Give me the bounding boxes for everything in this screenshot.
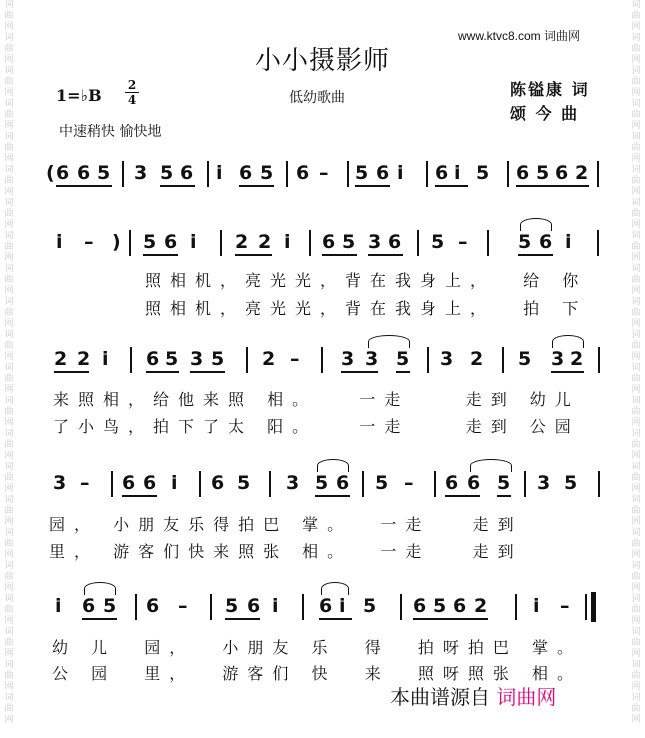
watermark-char: 网 (631, 649, 641, 659)
watermark-char: 曲 (631, 605, 641, 615)
watermark-char: 词 (4, 462, 14, 472)
watermark-char: 曲 (631, 242, 641, 252)
watermark-char: 曲 (631, 110, 641, 120)
watermark-char: 曲 (631, 539, 641, 549)
source-credit (390, 681, 556, 710)
source-brand-link[interactable]: 词曲网 (496, 685, 557, 709)
watermark-char: 曲 (4, 506, 14, 516)
watermark-char: 网 (4, 484, 14, 494)
watermark-char: 词 (4, 330, 14, 340)
watermark-char: 曲 (4, 704, 14, 714)
watermark-char: 曲 (4, 242, 14, 252)
watermark-char: 词 (4, 99, 14, 109)
watermark-right (629, 0, 643, 738)
watermark-char: 曲 (4, 671, 14, 681)
watermark-char: 网 (4, 550, 14, 560)
watermark-char: 曲 (4, 341, 14, 351)
watermark-char: 曲 (631, 341, 641, 351)
watermark-char: 曲 (631, 209, 641, 219)
watermark-char: 网 (4, 22, 14, 32)
watermark-char: 曲 (631, 11, 641, 21)
watermark-char: 曲 (4, 638, 14, 648)
watermark-char: 词 (631, 66, 641, 76)
watermark-char: 曲 (631, 440, 641, 450)
watermark-char: 网 (631, 286, 641, 296)
composer-credit: 颂 今 曲 (510, 104, 580, 123)
watermark-char: 网 (631, 484, 641, 494)
time-signature: 2 4 (125, 78, 139, 107)
watermark-char: 网 (631, 418, 641, 428)
watermark-char: 词 (631, 33, 641, 43)
watermark-char: 网 (4, 253, 14, 263)
lyricist-credit: 陈镒康 词 (510, 80, 590, 99)
watermark-char: 网 (631, 187, 641, 197)
watermark-char: 网 (631, 319, 641, 329)
watermark-char: 网 (631, 682, 641, 692)
watermark-char: 网 (631, 550, 641, 560)
watermark-char: 曲 (631, 275, 641, 285)
watermark-char: 网 (4, 385, 14, 395)
watermark-char: 曲 (4, 605, 14, 615)
lyrics-row2-verse2: 照相机，亮光光，背在我身上， 拍 下 (145, 299, 588, 318)
watermark-char: 词 (4, 297, 14, 307)
lyrics-row3-verse1: 来照相，给他来照 相。 一走 走到 幼儿 (53, 390, 580, 409)
watermark-char: 曲 (4, 572, 14, 582)
watermark-char: 词 (4, 165, 14, 175)
watermark-char: 曲 (631, 704, 641, 714)
watermark-char: 词 (631, 363, 641, 373)
watermark-char: 词 (4, 264, 14, 274)
watermark-char: 词 (631, 231, 641, 241)
watermark-char: 网 (631, 220, 641, 230)
lyrics-row2-verse1: 照相机，亮光光，背在我身上， 给 你 (145, 271, 588, 290)
watermark-char: 词 (631, 693, 641, 703)
watermark-char: 曲 (631, 473, 641, 483)
watermark-char: 词 (631, 396, 641, 406)
watermark-char: 网 (4, 616, 14, 626)
watermark-char: 曲 (631, 638, 641, 648)
watermark-char: 词 (4, 132, 14, 142)
watermark-char: 词 (4, 495, 14, 505)
watermark-char: 曲 (4, 110, 14, 120)
watermark-char: 曲 (4, 275, 14, 285)
watermark-char: 网 (4, 55, 14, 65)
watermark-char: 曲 (631, 572, 641, 582)
watermark-char: 词 (4, 693, 14, 703)
watermark-char: 网 (631, 352, 641, 362)
watermark-char: 词 (4, 0, 14, 10)
song-title: 小小摄影师 (254, 46, 390, 76)
watermark-left (2, 0, 16, 738)
watermark-char: 词 (4, 33, 14, 43)
lyrics-row4-verse1: 园， 小朋友乐得拍巴 掌。 一走 走到 (49, 515, 523, 534)
tempo-marking: 中速稍快 愉快地 (59, 124, 162, 140)
watermark-char: 曲 (4, 374, 14, 384)
watermark-char: 网 (4, 88, 14, 98)
watermark-char: 网 (631, 385, 641, 395)
source-text: 本曲谱源自 (390, 685, 490, 709)
watermark-char: 曲 (4, 143, 14, 153)
watermark-char: 词 (4, 660, 14, 670)
watermark-char: 词 (4, 561, 14, 571)
watermark-char: 曲 (631, 407, 641, 417)
watermark-char: 词 (4, 396, 14, 406)
watermark-char: 曲 (4, 308, 14, 318)
watermark-char: 网 (4, 649, 14, 659)
watermark-char: 曲 (4, 11, 14, 21)
watermark-char: 网 (4, 121, 14, 131)
watermark-char: 词 (631, 330, 641, 340)
watermark-char: 曲 (4, 176, 14, 186)
watermark-char: 网 (631, 616, 641, 626)
watermark-char: 词 (631, 495, 641, 505)
lyrics-row5-verse1: 幼 儿 园， 小朋友 乐 得 拍呀拍巴 掌。 (52, 638, 582, 657)
watermark-char: 曲 (4, 209, 14, 219)
watermark-char: 词 (631, 99, 641, 109)
watermark-char: 词 (631, 165, 641, 175)
watermark-char: 网 (631, 583, 641, 593)
watermark-char: 网 (631, 22, 641, 32)
watermark-char: 曲 (4, 77, 14, 87)
watermark-char: 网 (631, 154, 641, 164)
watermark-char: 词 (631, 528, 641, 538)
watermark-char: 词 (4, 429, 14, 439)
watermark-char: 网 (4, 451, 14, 461)
watermark-char: 曲 (631, 77, 641, 87)
watermark-char: 曲 (4, 440, 14, 450)
watermark-char: 网 (4, 418, 14, 428)
watermark-char: 网 (4, 154, 14, 164)
watermark-char: 网 (631, 55, 641, 65)
watermark-char: 网 (4, 517, 14, 527)
key-signature: 1=♭B (56, 86, 102, 105)
watermark-char: 词 (631, 462, 641, 472)
watermark-char: 网 (631, 121, 641, 131)
watermark-char: 网 (631, 517, 641, 527)
watermark-char: 网 (4, 715, 14, 725)
watermark-char: 词 (4, 66, 14, 76)
watermark-char: 词 (4, 627, 14, 637)
watermark-char: 曲 (631, 374, 641, 384)
watermark-char: 词 (631, 627, 641, 637)
genre-label: 低幼歌曲 (289, 90, 345, 106)
site-url: www.ktvc8.com 词曲网 (458, 29, 581, 43)
watermark-char: 曲 (4, 44, 14, 54)
watermark-char: 词 (631, 198, 641, 208)
watermark-char: 网 (631, 88, 641, 98)
watermark-char: 网 (631, 451, 641, 461)
lyrics-row3-verse2: 了小鸟，拍下了太 阳。 一走 走到 公园 (53, 417, 580, 436)
watermark-char: 曲 (4, 539, 14, 549)
watermark-char: 网 (4, 319, 14, 329)
watermark-char: 词 (4, 594, 14, 604)
watermark-char: 网 (4, 583, 14, 593)
watermark-char: 曲 (4, 473, 14, 483)
watermark-char: 网 (631, 715, 641, 725)
watermark-char: 词 (631, 594, 641, 604)
watermark-char: 词 (631, 297, 641, 307)
watermark-char: 网 (4, 286, 14, 296)
watermark-char: 词 (631, 0, 641, 10)
watermark-char: 曲 (631, 506, 641, 516)
watermark-char: 曲 (631, 176, 641, 186)
watermark-char: 曲 (631, 143, 641, 153)
watermark-char: 网 (4, 682, 14, 692)
watermark-char: 词 (631, 429, 641, 439)
watermark-char: 词 (4, 198, 14, 208)
watermark-char: 网 (4, 352, 14, 362)
watermark-char: 网 (4, 187, 14, 197)
watermark-char: 词 (631, 561, 641, 571)
watermark-char: 网 (631, 253, 641, 263)
watermark-char: 曲 (631, 671, 641, 681)
watermark-char: 词 (631, 264, 641, 274)
watermark-char: 网 (4, 220, 14, 230)
watermark-char: 词 (4, 231, 14, 241)
watermark-char: 词 (4, 363, 14, 373)
lyrics-row4-verse2: 里， 游客们快来照张 相。 一走 走到 (49, 542, 523, 561)
watermark-char: 词 (631, 660, 641, 670)
watermark-char: 曲 (4, 407, 14, 417)
watermark-char: 词 (631, 132, 641, 142)
watermark-char: 词 (4, 528, 14, 538)
watermark-char: 曲 (631, 44, 641, 54)
lyrics-row5-verse2: 公 园 里， 游客们 快 来 照呀照张 相。 (52, 664, 582, 683)
watermark-char: 曲 (631, 308, 641, 318)
